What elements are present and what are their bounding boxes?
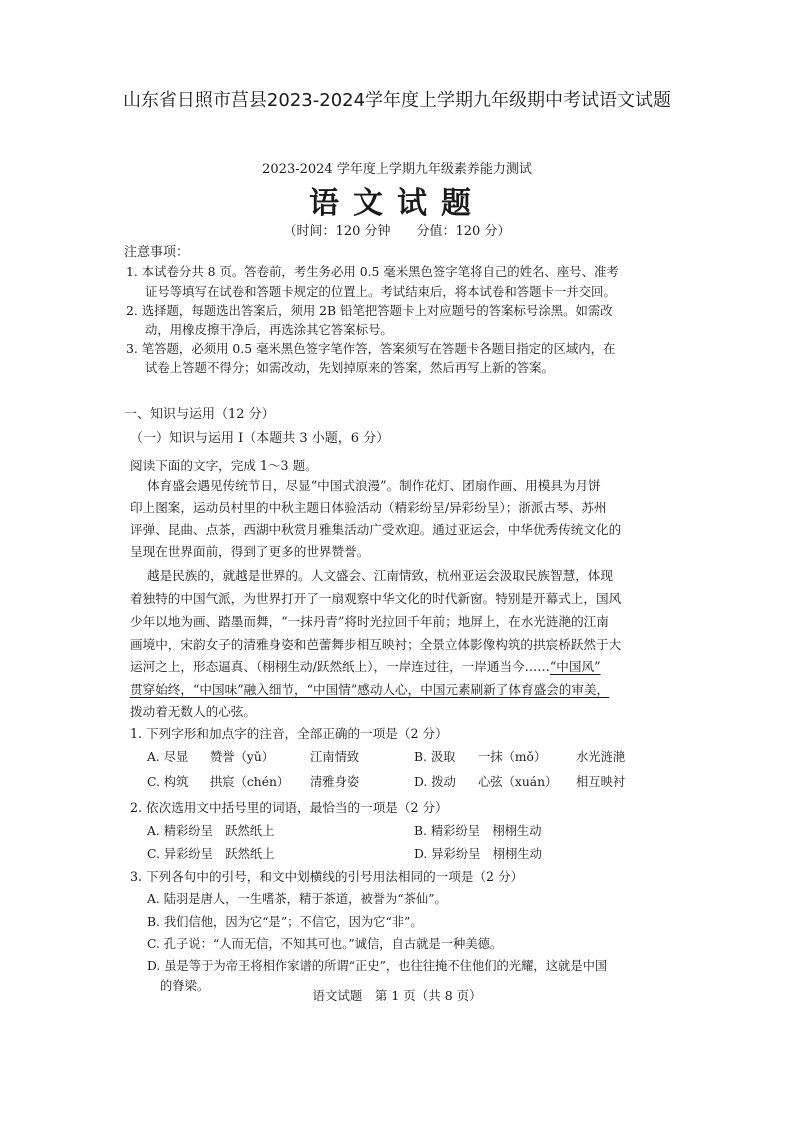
q3-option-c: C. 孔子说：“人而无信，不知其可也。”诚信，自古就是一种美德。 (147, 937, 503, 951)
q2-option-c: C. 异彩纷呈 跃然纸上 (147, 847, 275, 861)
q3-option-b: B. 我们信他，因为它“是”；不信它，因为它“非”。 (147, 915, 423, 929)
passage-line: 呈现在世界面前，得到了更多的世界赞誉。 (130, 544, 370, 559)
q1-option-d-pinyin: 心弦（xuán） (478, 775, 558, 789)
note-line: 1. 本试卷分共 8 页。答卷前，考生务必用 0.5 毫米黑色签字笔将自己的姓名、座号、准考 (126, 264, 619, 279)
note-line: 3. 笔答题，必须用 0.5 毫米黑色签字笔作答，答案须写在答题卡各题目指定的区域内，在 (126, 341, 616, 356)
passage-line: 画境中，宋韵女子的清雅身姿和芭蕾舞步相互映衬；全景立体影像构筑的拱宸桥跃然于大 (130, 637, 622, 652)
q2-option-b: B. 精彩纷呈 栩栩生动 (414, 824, 542, 838)
reading-instruction: 阅读下面的文字，完成 1～3 题。 (130, 458, 318, 473)
q2-option-d: D. 异彩纷呈 栩栩生动 (414, 847, 542, 861)
q1-option-a-word: A. 尽显 (147, 750, 189, 764)
passage-line: 越是民族的，就越是世界的。人文盛会、江南情致，杭州亚运会汲取民族智慧，体现 (147, 568, 613, 583)
exam-title: 语文试题 (309, 186, 485, 221)
passage-line: 着独特的中国气派，为世界打开了一扇观察中华文化的时代新窗。特别是开幕式上，国风 (130, 591, 622, 606)
q3-option-d: D. 虽是等于为帝王将相作家谱的所谓“正史”，也往往掩不住他们的光耀，这就是中国 (147, 959, 608, 973)
q1-option-c-word2: 清雅身姿 (310, 775, 360, 789)
q1-option-d-word: D. 拨动 (414, 775, 456, 789)
passage-line (130, 679, 609, 698)
q1-option-c-word: C. 构筑 (147, 775, 189, 789)
q3-option-a: A. 陆羽是唐人，一生嗜茶，精于茶道，被誉为“茶仙”。 (147, 892, 447, 906)
passage-text: 运河之上，形态逼真、（栩栩生动/跃然纸上），一岸连过往，一岸通当今…… (130, 659, 550, 674)
passage-line: 印上图案，运动员村里的中秋主题日体验活动（精彩纷呈/异彩纷呈）；浙派古琴、苏州 (130, 500, 607, 515)
page-footer: 语文试题 第 1 页（共 8 页） (312, 988, 482, 1003)
note-line: 证号等填写在试卷和答题卡规定的位置上。考试结束后，将本试卷和答题卡一并交回。 (145, 284, 616, 299)
question-3-stem: 3. 下列各句中的引号，和文中划横线的引号用法相同的一项是（2 分） (130, 869, 524, 884)
note-line: 试卷上答题不得分；如需改动，先划掉原来的答案，然后再写上新的答案。 (145, 360, 554, 375)
q1-option-a-word2: 江南情致 (310, 750, 360, 764)
section-heading: 一、知识与运用（12 分） (124, 407, 275, 422)
q3-option-d-cont: 的脊梁。 (160, 979, 210, 993)
passage-line: 拨动着无数人的心弦。 (130, 704, 256, 719)
q1-option-b-pinyin: 一抹（mǒ） (478, 750, 547, 764)
document-title: 山东省日照市莒县2023-2024学年度上学期九年级期中考试语文试题 (122, 90, 672, 111)
passage-line: 少年以地为画、踏墨而舞，“一抹丹青”将时光拉回千年前；地屏上，在水光涟滟的江南 (130, 614, 609, 629)
notes-heading: 注意事项： (124, 245, 190, 260)
question-1-stem: 1. 下列字形和加点字的注音，全部正确的一项是（2 分） (130, 726, 448, 741)
passage-line: 评弹、昆曲、点茶，西湖中秋赏月雅集活动广受欢迎。通过亚运会，中华优秀传统文化的 (130, 522, 622, 537)
q1-option-a-pinyin: 赞誉（yǔ） (210, 750, 275, 764)
q1-option-b-word: B. 汲取 (414, 750, 456, 764)
exam-subtitle: 2023-2024 学年度上学期九年级素养能力测试 (262, 162, 532, 177)
subsection-heading: （一）知识与运用 I（本题共 3 小题，6 分） (130, 431, 390, 446)
question-2-stem: 2. 依次选用文中括号里的词语，最恰当的一项是（2 分） (130, 800, 448, 815)
underlined-quote: “中国风” (549, 659, 601, 674)
passage-line: 体育盛会遇见传统节日，尽显“中国式浪漫”。制作花灯、团扇作画、用模具为月饼 (147, 478, 601, 493)
exam-time-and-score: （时间：120 分钟 分值：120 分） (283, 224, 511, 239)
q1-option-c-pinyin: 拱宸（chén） (210, 775, 290, 789)
q1-option-d-word2: 相互映衬 (576, 775, 626, 789)
note-line: 动，用橡皮擦干净后，再选涂其它答案标号。 (145, 322, 393, 337)
q1-option-b-word2: 水光涟滟 (576, 750, 626, 764)
note-line: 2. 选择题，每题选出答案后，须用 2B 铅笔把答题卡上对应题号的答案标号涂黑。如需改 (126, 303, 613, 318)
q2-option-a: A. 精彩纷呈 跃然纸上 (147, 824, 275, 838)
passage-line (130, 656, 601, 675)
passage-text: 贯穿始终，“中国味”融入细节，“中国情”感动人心，中国元素刷新了体育盛会的审美， (130, 682, 610, 697)
